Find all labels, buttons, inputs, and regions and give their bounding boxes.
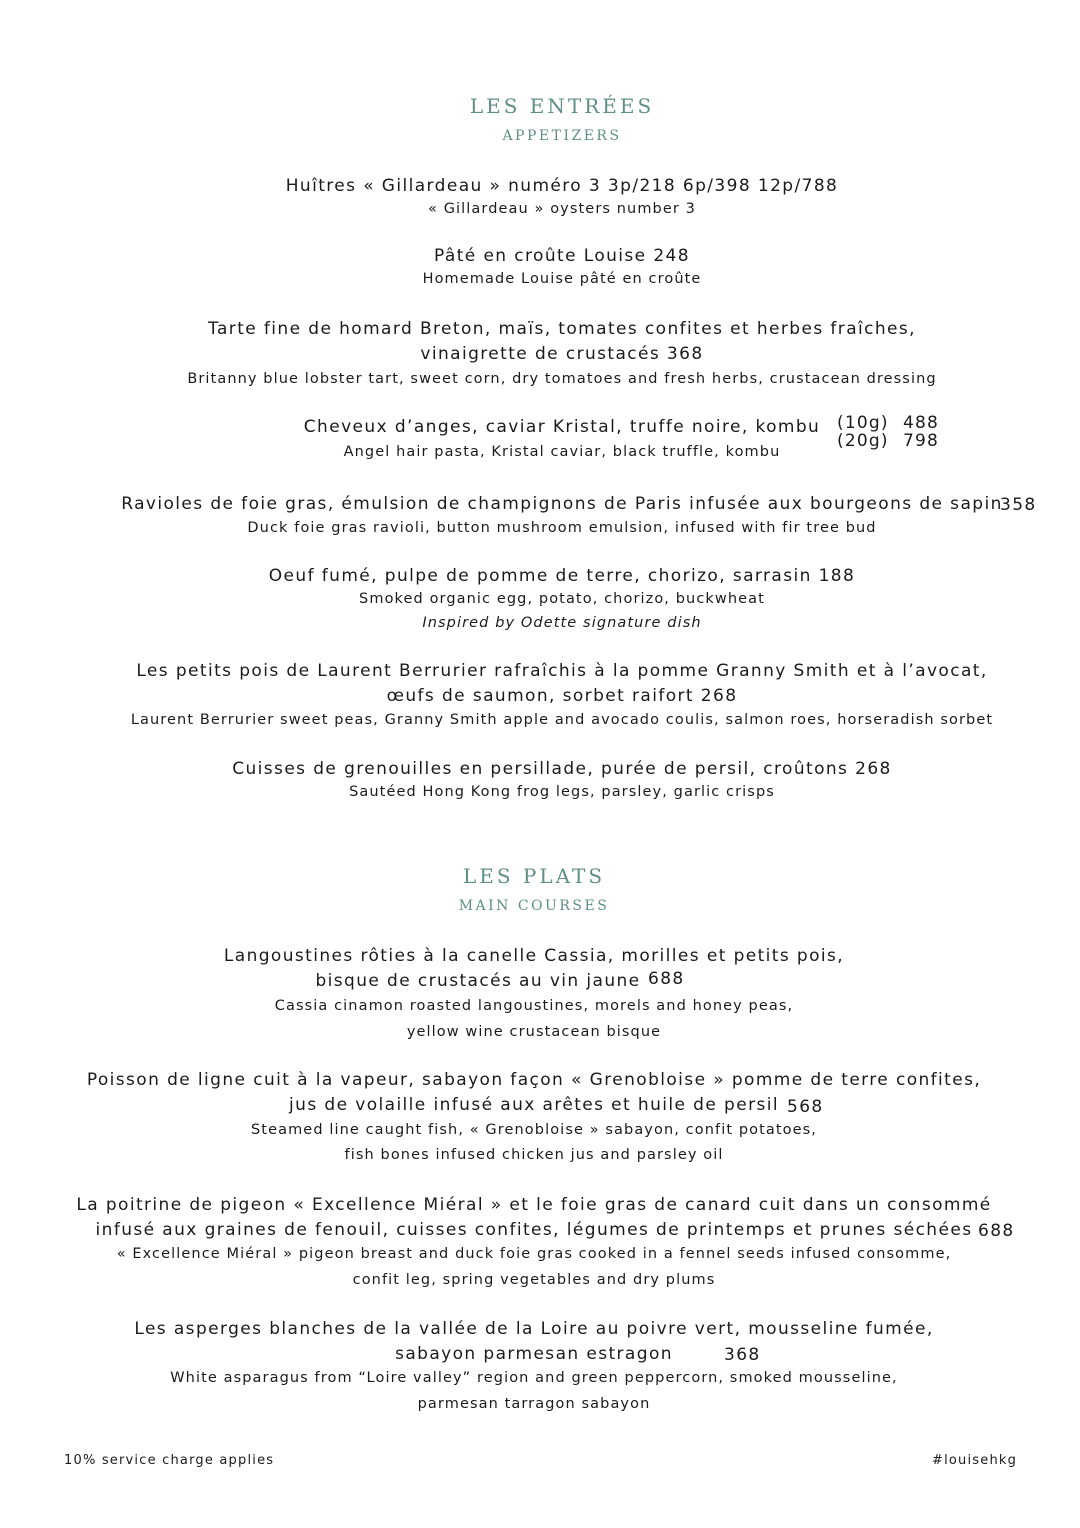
item-en: « Gillardeau » oysters number 3 [428,201,696,217]
caviar-size-20g: (20g) [837,431,889,451]
item-fr: Tarte fine de homard Breton, maïs, tomates confites et herbes fraîches, [208,319,916,339]
item-en: Britanny blue lobster tart, sweet corn, dry tomatoes and fresh herbs, crustacean dressing [187,371,937,387]
item-en: Homemade Louise pâté en croûte [422,271,702,287]
item-en: fish bones infused chicken jus and parsley oil [344,1147,724,1163]
item-fr: La poitrine de pigeon « Excellence Miéral » et le foie gras de canard cuit dans un consommé [76,1195,992,1215]
caviar-size-10g: (10g) [837,413,889,433]
caviar-price-10g: 488 [903,413,940,433]
item-en: « Excellence Miéral » pigeon breast and duck foie gras cooked in a fennel seeds infused consomme, [116,1246,952,1262]
item-fr: œufs de saumon, sorbet raifort 268 [386,686,738,706]
plats-title: LES PLATS [462,864,606,888]
plats-subtitle: MAIN COURSES [458,898,610,914]
item-en: Duck foie gras ravioli, button mushroom emulsion, infused with fir tree bud [247,520,877,536]
entrees-title: LES ENTRÉES [469,94,655,118]
item-fr: Huîtres « Gillardeau » numéro 3 3p/218 6p/398 12p/788 [285,176,839,196]
item-fr: Les asperges blanches de la vallée de la Loire au poivre vert, mousseline fumée, [134,1319,934,1339]
item-fr: Langoustines rôties à la canelle Cassia, morilles et petits pois, [223,946,845,966]
item-fr: jus de volaille infusé aux arêtes et huile de persil [289,1095,779,1115]
item-note: Inspired by Odette signature dish [422,615,702,631]
item-fr: vinaigrette de crustacés 368 [420,344,704,364]
hashtag: #louisehkg [932,1453,1018,1468]
item-price: 358 [1000,495,1037,515]
item-price: 368 [724,1345,761,1365]
item-price: 568 [787,1097,824,1117]
item-fr: Pâté en croûte Louise 248 [434,246,690,266]
item-fr: Cuisses de grenouilles en persillade, purée de persil, croûtons 268 [232,759,892,779]
caviar-price-20g: 798 [903,431,940,451]
item-en: Steamed line caught fish, « Grenobloise » sabayon, confit potatoes, [250,1122,818,1138]
entrees-subtitle: APPETIZERS [502,128,622,144]
item-fr: Les petits pois de Laurent Berrurier rafraîchis à la pomme Granny Smith et à l’avocat, [136,661,988,681]
item-en: yellow wine crustacean bisque [406,1024,662,1040]
item-fr: Poisson de ligne cuit à la vapeur, sabayon façon « Grenobloise » pomme de terre confites, [86,1070,982,1090]
item-en: Cassia cinamon roasted langoustines, morels and honey peas, [274,998,794,1014]
item-fr: infusé aux graines de fenouil, cuisses confites, légumes de printemps et prunes séchées [95,1220,973,1240]
item-en: Laurent Berrurier sweet peas, Granny Smith apple and avocado coulis, salmon roes, horseradish sorbet [130,712,994,728]
item-price: 688 [648,969,685,989]
item-en: Smoked organic egg, potato, chorizo, buckwheat [359,591,765,607]
item-en: Angel hair pasta, Kristal caviar, black truffle, kombu [343,444,781,460]
service-charge-note: 10% service charge applies [64,1453,275,1468]
item-fr: sabayon parmesan estragon [395,1344,673,1364]
item-fr: Cheveux d’anges, caviar Kristal, truffe noire, kombu [303,417,821,437]
item-en: White asparagus from “Loire valley” region and green peppercorn, smoked mousseline, [170,1370,898,1386]
item-price: 688 [978,1221,1015,1241]
item-fr: bisque de crustacés au vin jaune [315,971,641,991]
item-en: confit leg, spring vegetables and dry plums [352,1272,716,1288]
item-fr: Oeuf fumé, pulpe de pomme de terre, chorizo, sarrasin 188 [268,566,856,586]
item-fr: Ravioles de foie gras, émulsion de champignons de Paris infusée aux bourgeons de sapin [121,494,1003,514]
item-en: parmesan tarragon sabayon [417,1396,651,1412]
item-en: Sautéed Hong Kong frog legs, parsley, garlic crisps [349,784,775,800]
